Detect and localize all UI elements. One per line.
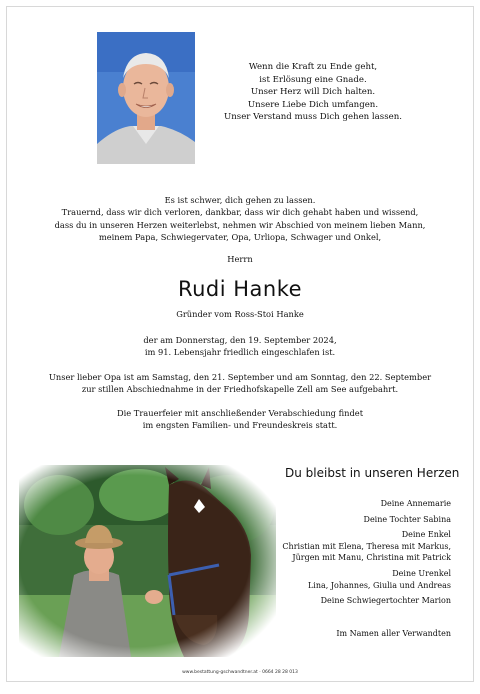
- honorific: Herrn: [227, 254, 253, 264]
- mourner-line: Deine Schwiegertochter Marion: [320, 596, 451, 606]
- mourner-line: Deine Tochter Sabina: [363, 514, 451, 524]
- death-line: im 91. Lebensjahr friedlich eingeschlafen ist.: [144, 347, 336, 358]
- wake-line: Unser lieber Opa ist am Samstag, den 21. September und am Sonntag, den 22. September: [48, 372, 432, 382]
- intro-line: Es ist schwer, dich gehen zu lassen.: [164, 195, 316, 205]
- footer-contact: www.bestattung-gschwandtner.at · 0664 28 28 013: [182, 670, 298, 675]
- mourner-line: Deine Urenkel: [392, 568, 451, 578]
- deceased-name: Rudi Hanke: [177, 277, 303, 301]
- horse-photo: [19, 465, 276, 657]
- horse-photo-illustration: [19, 465, 276, 657]
- ceremony-notice: [7, 407, 473, 432]
- mourner-line: Christian mit Elena, Theresa mit Markus,: [282, 541, 451, 551]
- death-line: der am Donnerstag, den 19. September 2024,: [143, 335, 337, 345]
- poem-line: Wenn die Kraft zu Ende geht,: [248, 62, 378, 72]
- poem-line: Unsere Liebe Dich umfangen.: [247, 99, 379, 110]
- mourner-line: Lina, Johannes, Giulia und Andreas: [307, 580, 451, 590]
- portrait-photo: [97, 32, 195, 164]
- mourner-line: Deine Annemarie: [380, 499, 451, 508]
- ceremony-line: Die Trauerfeier mit anschließender Verabschiedung findet: [116, 408, 364, 418]
- mourners-list: [251, 498, 451, 607]
- portrait-illustration: [97, 32, 195, 164]
- wake-line: zur stillen Abschiednahme in der Friedhofskapelle Zell am See aufgebahrt.: [81, 384, 399, 395]
- closing-line: Im Namen aller Verwandten: [336, 629, 451, 638]
- poem: [207, 61, 419, 124]
- wake-notice: [7, 371, 473, 396]
- poem-line: Unser Herz will Dich halten.: [250, 87, 376, 98]
- death-notice: [7, 334, 473, 359]
- mourner-line: Jürgen mit Manu, Christina mit Patrick: [292, 553, 451, 563]
- intro-line: meinem Papa, Schwiegervater, Opa, Urliopa, Schwager und Onkel,: [98, 232, 382, 243]
- intro-text: [17, 194, 463, 244]
- intro-line: dass du in unseren Herzen weiterlebst, nehmen wir Abschied von meinem lieben Mann,: [54, 219, 426, 230]
- remembrance-heading: Du bleibst in unseren Herzen: [285, 466, 460, 480]
- poem-line: Unser Verstand muss Dich gehen lassen.: [224, 112, 402, 123]
- mourner-line: Deine Enkel: [401, 530, 451, 540]
- deceased-subtitle: Gründer vom Ross-Stoi Hanke: [176, 309, 304, 319]
- ceremony-line: im engsten Familien- und Freundeskreis statt.: [142, 420, 338, 431]
- parte-page: [6, 6, 474, 682]
- poem-line: ist Erlösung eine Gnade.: [259, 74, 367, 85]
- intro-line: Trauernd, dass wir dich verloren, dankbar, dass wir dich gehabt haben und wissend,: [61, 207, 419, 218]
